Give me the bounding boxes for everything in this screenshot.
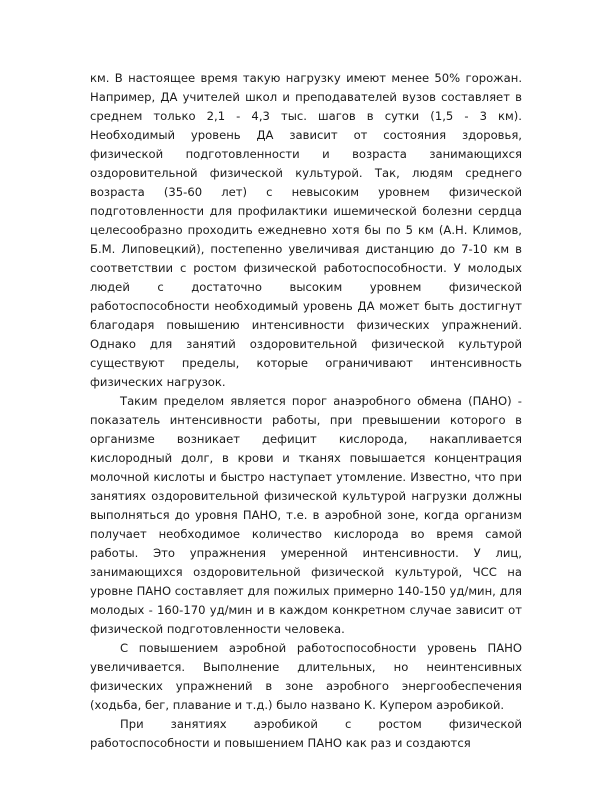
paragraph-1: км. В настоящее время такую нагрузку имеют менее 50% горожан. Например, ДА учителей школ и преподавателей вузов составляет в среднем только 2,1 - 4,3 тыс. шагов в сутки (1,5 - 3 км). Необходимый уровень ДА зависит от состояния здоровья, физической подготовленности и возраста занимающихся оздоровительной физической культурой. Так, людям среднего возраста (35-60 лет) с невысоким уровнем физической подготовленности для профилактики ишемической болезни сердца целесообразно проходить ежедневно хотя бы по 5 км (А.Н. Климов, Б.М. Липовецкий), постепенно увеличивая дистанцию до 7-10 км в соответствии с ростом физической работоспособности. У молодых людей с достаточно высоким уровнем физической работоспособности необходимый уровень ДА может быть достигнут благодаря повышению интенсивности физических упражнений. Однако для занятий оздоровительной физической культурой существуют пределы, которые ограничивают интенсивность физических нагрузок. [90,71,522,389]
paragraph-4: При занятиях аэробикой с ростом физической работоспособности и повышением ПАНО как раз и создаются [90,717,522,750]
paragraph-2: Таким пределом является порог анаэробного обмена (ПАНО) - показатель интенсивности работы, при превышении которого в организме возникает дефицит кислорода, накапливается кислородный долг, в крови и тканях повышается концентрация молочной кислоты и быстро наступает утомление. Известно, что при занятиях оздоровительной физической культурой нагрузки должны выполняться до уровня ПАНО, т.е. в аэробной зоне, когда организм получает необходимое количество кислорода во время самой работы. Это упражнения умеренной интенсивности. У лиц, занимающихся оздоровительной физической культурой, ЧСС на уровне ПАНО составляет для пожилых примерно 140-150 уд/мин, для молодых - 160-170 уд/мин и в каждом конкретном случае зависит от физической подготовленности человека. [90,394,522,636]
document-page [90,69,522,753]
paragraph-3: С повышением аэробной работоспособности уровень ПАНО увеличивается. Выполнение длительных, но неинтенсивных физических упражнений в зоне аэробного энергообеспечения (ходьба, бег, плавание и т.д.) было названо К. Купером аэробикой. [90,641,522,712]
